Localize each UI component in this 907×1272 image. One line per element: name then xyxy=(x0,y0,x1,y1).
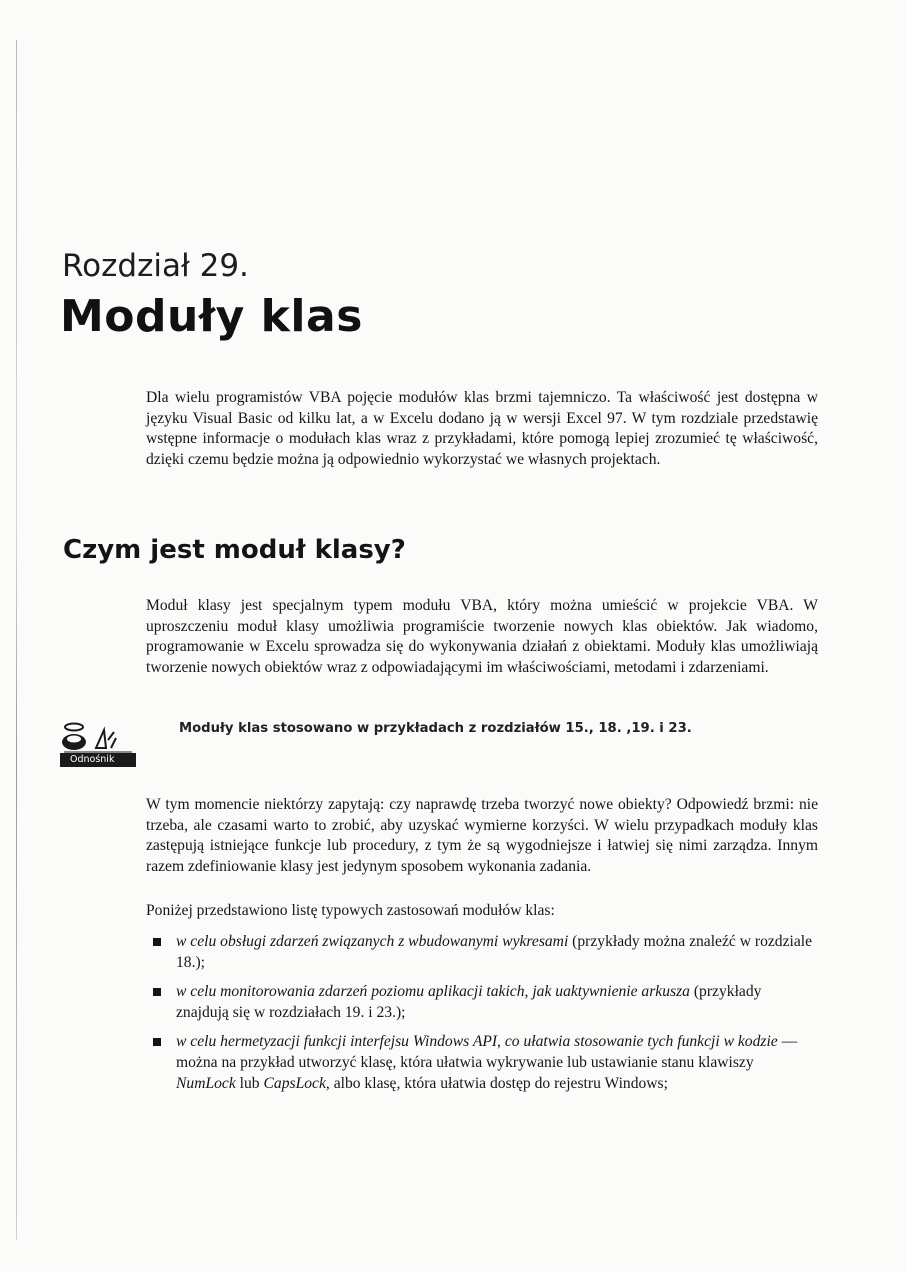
chapter-label: Rozdział 29. xyxy=(62,248,249,284)
list-item xyxy=(150,1032,816,1094)
reference-note xyxy=(56,718,816,768)
list-item-text: (przykłady znajdują się w rozdziałach 19. i 23.); xyxy=(176,983,762,1021)
list-item-italic: w celu hermetyzacji funkcji interfejsu Windows API, co ułatwia stosowanie tych funkcji w kodzie xyxy=(176,1033,778,1051)
definition-paragraph: Moduł klasy jest specjalnym typem modułu VBA, który można umieścić w projekcie VBA. W uproszczeniu moduł klasy umożliwia programiście tworzenie nowych klas obiektów. Jak wiadomo, programowanie w Excelu sprowadza się do wykonywania działań z obiektami. Moduły klas umożliwiają tworzenie nowych obiektów wraz z odpowiadającymi im właściwościami, metodami i zdarzeniami. xyxy=(146,597,818,676)
chapter-title: Moduły klas xyxy=(60,291,363,342)
key-name: CapsLock xyxy=(263,1074,326,1092)
list-item-italic: w celu obsługi zdarzeń związanych z wbudowanymi wykresami xyxy=(176,933,569,950)
intro-paragraph: Dla wielu programistów VBA pojęcie modułów klas brzmi tajemniczo. Ta właściwość jest dostępna w języku Visual Basic od kilku lat, a w Excelu dodano ją w wersji Excel 97. W tym rozdziale przedstawię wstępne informacje o modułach klas wraz z przykładami, które pomogą lepiej zrozumieć tę właściwość, dzięki czemu będzie można ją odpowiednio wykorzystać we własnych projektach. xyxy=(146,389,818,468)
followup-paragraph: W tym momencie niektórzy zapytają: czy naprawdę trzeba tworzyć nowe obiekty? Odpowiedź brzmi: nie trzeba, ale czasami warto to zrobić, aby uzyskać wymierne korzyści. W wielu przypadkach moduły klas zastępują istniejące funkcje lub procedury, z tym że są wygodniejsze i łatwiej się nimi zarządza. Innym razem zdefiniowanie klasy jest jedynym sposobem wykonania zadania. xyxy=(146,796,818,875)
list-item xyxy=(150,982,816,1023)
key-name: NumLock xyxy=(176,1074,236,1092)
list-lead-paragraph: Poniżej przedstawiono listę typowych zastosowań modułów klas: xyxy=(146,902,555,919)
list-item-text: — można na przykład utworzyć klasę, która ułatwia wykrywanie lub ustawianie stanu klawiszy xyxy=(176,1033,798,1071)
list-item-text: , albo klasę, która ułatwia dostęp do rejestru Windows; xyxy=(325,1074,668,1092)
reference-badge: Odnośnik xyxy=(60,753,136,767)
list-item-text: lub xyxy=(235,1074,264,1092)
reference-note-text: Moduły klas stosowano w przykładach z rozdziałów 15., 18. ,19. i 23. xyxy=(179,721,692,736)
section-heading: Czym jest moduł klasy? xyxy=(63,535,406,565)
list-item xyxy=(150,932,816,973)
list-item-text: (przykłady można znaleźć w rozdziale 18.); xyxy=(176,933,813,971)
uses-list xyxy=(150,932,816,1103)
list-item-italic: w celu monitorowania zdarzeń poziomu aplikacji takich, jak uaktywnienie arkusza xyxy=(176,983,690,1001)
binding-edge-line xyxy=(16,40,17,1240)
reference-icon xyxy=(56,718,144,768)
